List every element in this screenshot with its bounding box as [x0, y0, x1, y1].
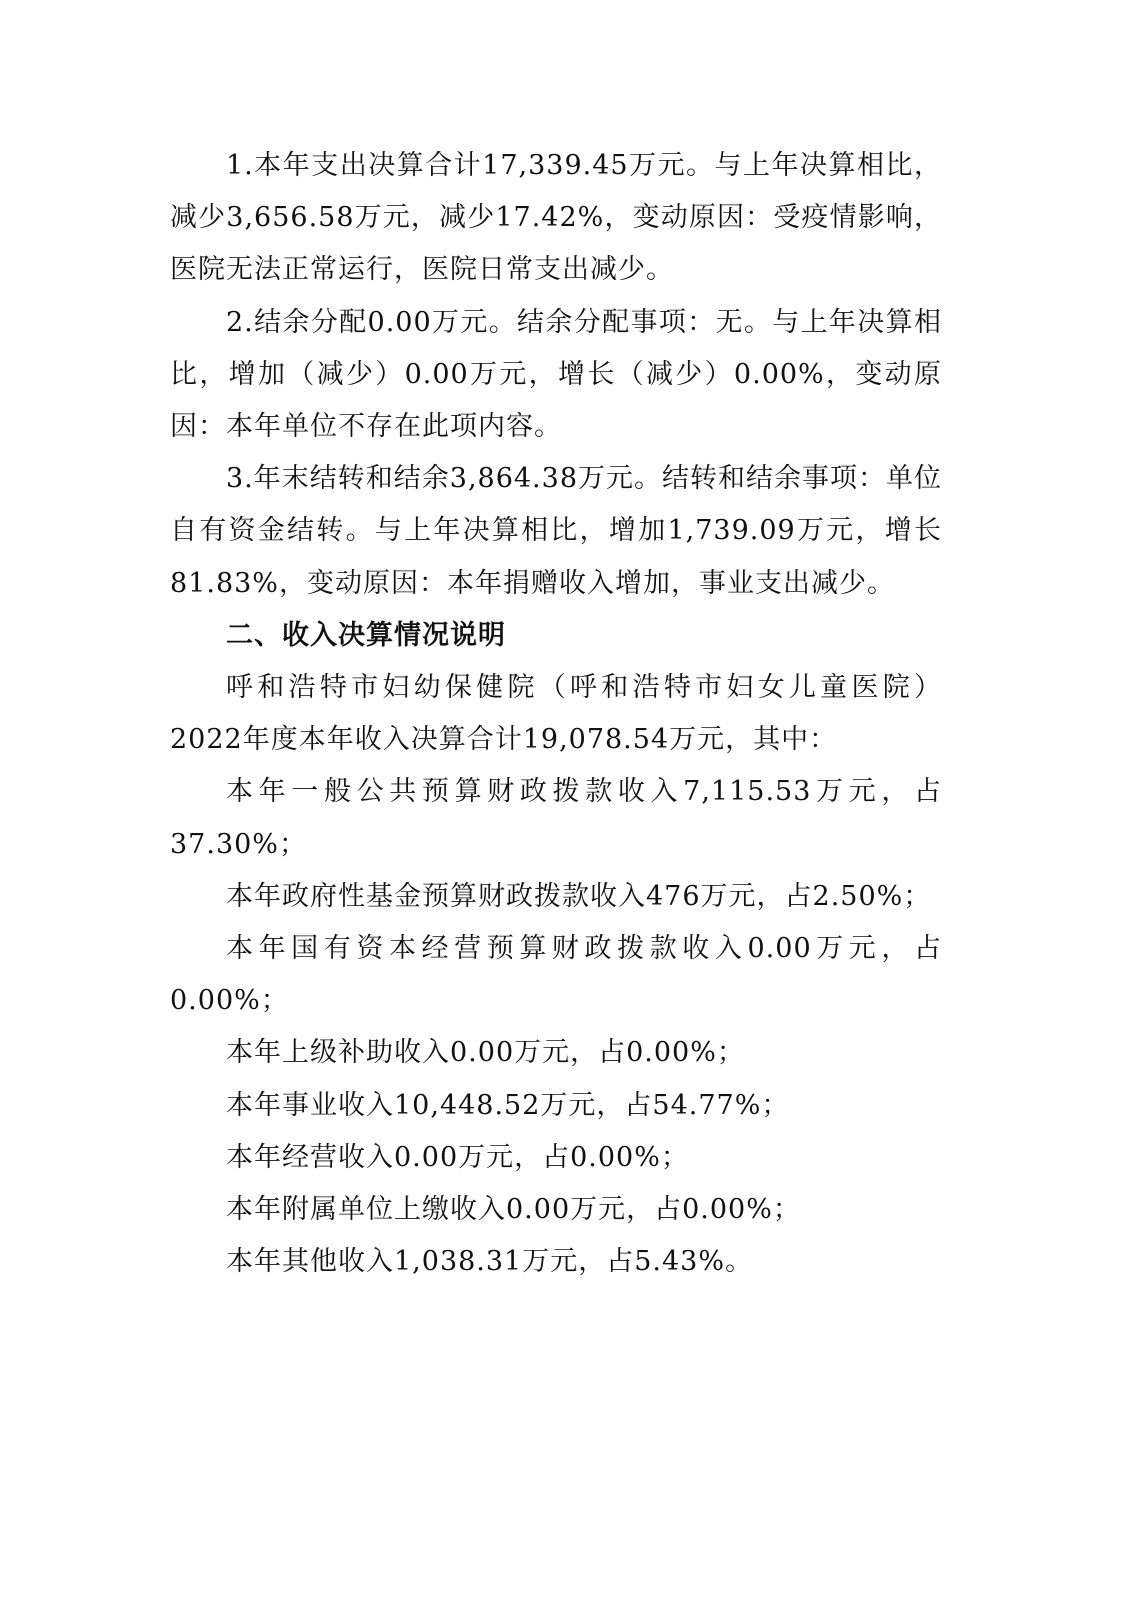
income-item-operating: 本年经营收入0.00万元，占0.00%； — [226, 1141, 689, 1173]
income-section-heading: 二、收入决算情况说明 — [226, 619, 506, 651]
income-item-other: 本年其他收入1,038.31万元，占5.43%。 — [226, 1246, 754, 1278]
document-body — [170, 140, 942, 1288]
year-end-balance-paragraph: 3.年末结转和结余3,864.38万元。结转和结余事项：单位自有资金结转。与上年决算相比，增加1,739.09万元，增长81.83%，变动原因：本年捐赠收入增加，事业支出减少。 — [170, 463, 942, 599]
income-intro-paragraph: 呼和浩特市妇幼保健院（呼和浩特市妇女儿童医院）2022年度本年收入决算合计19,078.54万元，其中： — [170, 672, 942, 756]
expense-total-paragraph: 1.本年支出决算合计17,339.45万元。与上年决算相比，减少3,656.58万元，减少17.42%，变动原因：受疫情影响，医院无法正常运行，医院日常支出减少。 — [170, 150, 942, 286]
income-item-general-budget: 本年一般公共预算财政拨款收入7,115.53万元，占37.30%； — [170, 776, 942, 860]
income-item-superior-subsidy: 本年上级补助收入0.00万元，占0.00%； — [226, 1037, 745, 1069]
income-item-business: 本年事业收入10,448.52万元，占54.77%； — [226, 1089, 790, 1121]
income-item-affiliated-unit: 本年附属单位上缴收入0.00万元，占0.00%； — [226, 1194, 801, 1226]
surplus-distribution-paragraph: 2.结余分配0.00万元。结余分配事项：无。与上年决算相比，增加（减少）0.00万元，增长（减少）0.00%，变动原因：本年单位不存在此项内容。 — [170, 306, 942, 443]
income-item-government-fund: 本年政府性基金预算财政拨款收入476万元，占2.50%； — [226, 880, 932, 912]
income-item-state-capital: 本年国有资本经营预算财政拨款收入0.00万元，占0.00%； — [170, 933, 942, 1017]
